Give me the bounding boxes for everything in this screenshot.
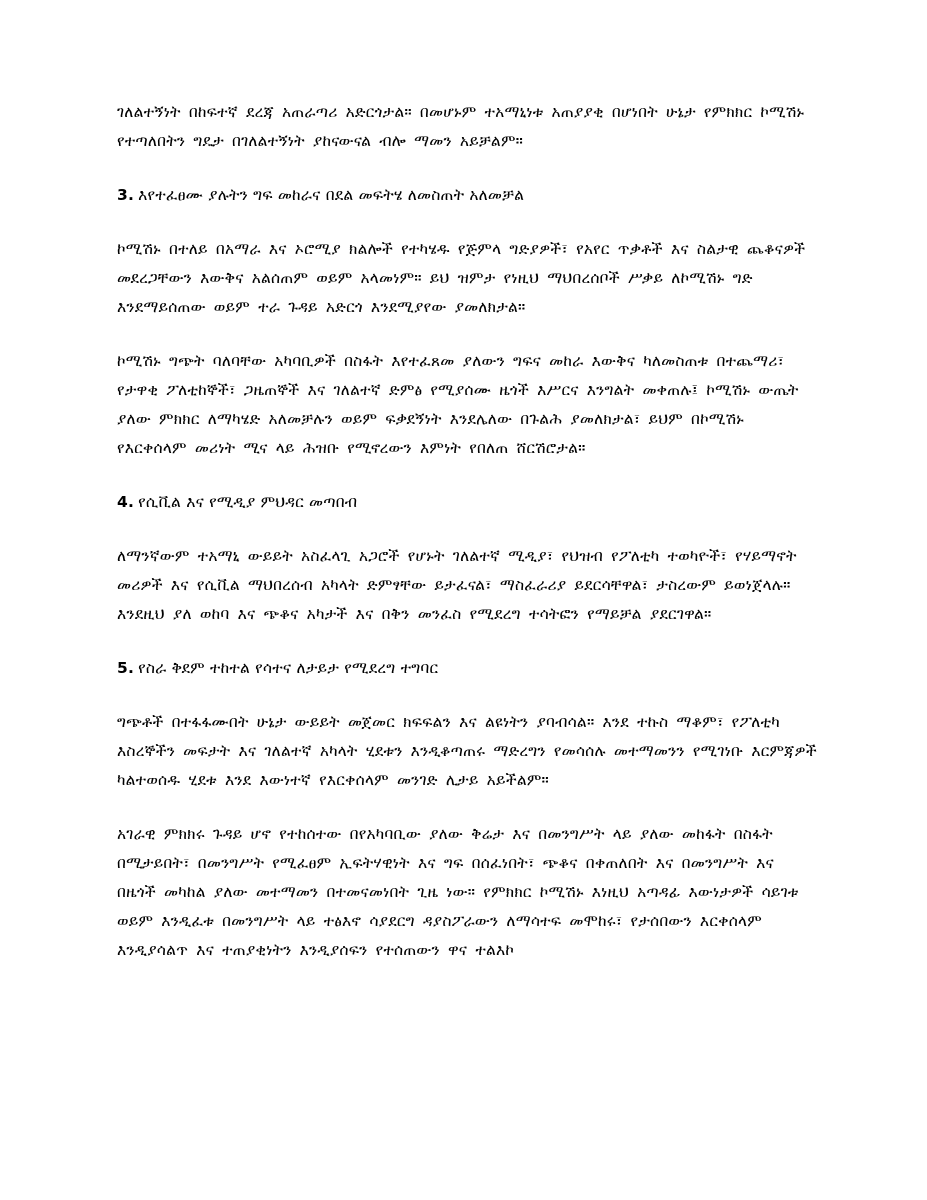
section-heading-4 bbox=[117, 488, 817, 517]
paragraph-6: አገራዊ ምክክሩ ጉዳይ ሆኖ የተከሰተው በየአካባቢው ያለው ቅሬታ እና በመንግሥት ላይ ያለው መከፋት በስፋት በሚታይበት፣ በመንግሥት የሚፈፀም ኢፍትሃዊነት እና ግፍ በሰፈነበት፣ ጭቆና በቀጠለበት እና በመንግሥት እና በዜጎች መካከል ያለው መተማመን በተመናመነበት ጊዜ ነው። የምክክር ኮሚሽኑ እነዚህ አጣዳፊ እውነታዎች ሳይገቱ ወይም እንዲፈቱ በመንግሥት ላይ ተፅእኖ ሳያደርግ ዳያስፖራውን ለማሳተፍ መሞከሩ፣ የታሰበውን እርቀሰላም እንዲያሳልጥ እና ተጠያቂነትን እንዲያሰፍን የተሰጠውን ዋና ተልእኮ bbox=[117, 825, 799, 959]
section-heading-5 bbox=[117, 654, 817, 683]
section-number: 4. bbox=[117, 493, 135, 511]
paragraph-1: ገለልተኝነት በከፍተኛ ደረጃ አጠራጣሪ አድርጎታል። በመሆኑም ተአማኒነቱ አጠያያቂ በሆነበት ሁኔታ የምክክር ኮሚሽኑ የተጣለበትን ግዴታ በገለልተኝነት ያከናውናል ብሎ ማመን አይቻልም። bbox=[117, 103, 805, 150]
document-body bbox=[117, 98, 817, 965]
section-title: እየተፈፀሙ ያሉትን ግፍ መከራና በደል መፍትሄ ለመስጠት አለመቻል bbox=[138, 186, 525, 204]
paragraph-4: ለማንኛውም ተአማኒ ውይይት አስፈላጊ አጋሮች የሆኑት ገለልተኛ ሚዲያ፣ የህዝብ የፖለቲካ ተወካዮች፣ የሃይማኖት መሪዎች እና የሲቪል ማህበረሰብ አካላት ድምፃቸው ይታፈናል፣ ማስፈራሪያ ይደርሳቸዋል፣ ታስረውም ይወነጀላሉ። እንደዚህ ያለ ወከባ እና ጭቆና አካታች እና በቅን መንፈስ የሚደረግ ተሳትፎን የማይቻል ያደርገዋል። bbox=[117, 547, 797, 623]
paragraph-3: ኮሚሽኑ ግጭት ባለባቸው አካባቢዎች በስፋት እየተፈጸመ ያለውን ግፍና መከራ እውቅና ካለመስጠቱ በተጨማሪ፣ የታዋቂ ፖለቲከኞች፣ ጋዜጠኞች እና ገለልተኛ ድምፅ የሚያሰሙ ዜጎች እሥርና እንግልት መቀጠሉ፤ ኮሚሽኑ ውጤት ያለው ምክክር ለማካሄድ አለመቻሉን ወይም ፍቃደኝነት እንደሌለው በጉልሕ ያመለክታል፣ ይህም በኮሚሽኑ የእርቀሰላም መሪነት ሚና ላይ ሕዝቡ የሚኖረውን እምነት የበለጠ ሸርሽሮታል። bbox=[117, 352, 799, 457]
section-number: 5. bbox=[117, 659, 135, 677]
section-title: የሲቪል እና የሚዲያ ምህዳር መጣበብ bbox=[138, 493, 358, 511]
paragraph-5: ግጭቶች በተፋፋሙበት ሁኔታ ውይይት መጀመር ክፍፍልን እና ልዩነትን ያባብሳል። እንደ ተኩስ ማቆም፣ የፖለቲካ እስረኞችን መፍታት እና ገለልተኛ አካላት ሂደቱን እንዲቆጣጠሩ ማድረግን የመሳሰሉ መተማመንን የሚገነቡ እርምጃዎች ካልተወሰዱ ሂደቱ እንደ እውነተኛ የእርቀሰላም መንገድ ሊታይ አይችልም። bbox=[117, 713, 817, 789]
section-heading-3 bbox=[117, 181, 817, 210]
section-title: የስራ ቅደም ተከተል የሳተና ለታይታ የሚደረግ ተግባር bbox=[138, 659, 439, 677]
paragraph-2: ኮሚሽኑ በተለይ በአማራ እና ኦሮሚያ ክልሎች የተካሄዱ የጅምላ ግድያዎች፣ የአየር ጥቃቶች እና ስልታዊ ጨቆናዎች መደረጋቸውን እውቅና አልሰጠም ወይም አላመነም። ይህ ዝምታ የነዚህ ማህበረሰቦች ሥቃይ ለኮሚሽኑ ግድ እንደማይሰጠው ወይም ተራ ጉዳይ አድርጎ እንደሚያየው ያመለክታል። bbox=[117, 240, 806, 316]
section-number: 3. bbox=[117, 186, 135, 204]
